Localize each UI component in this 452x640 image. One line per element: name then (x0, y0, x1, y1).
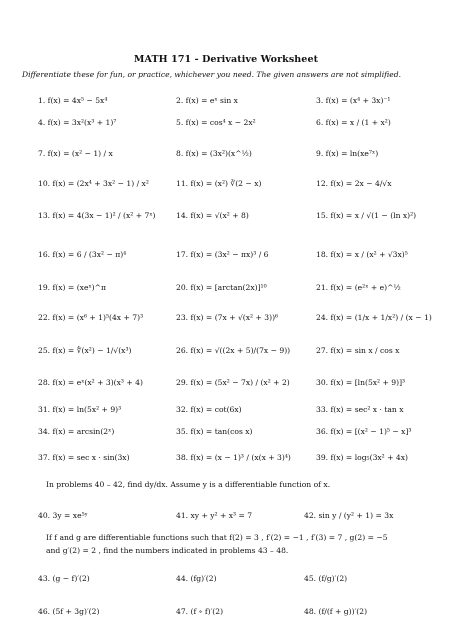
given-values-line-1: If f and g are differentiable functions such that f(2) = 3 , f′(2) = −1 , f′(3) = 7 , g(2) = −5 (46, 533, 388, 542)
problem-46: 46. (5f + 3g)′(2) (38, 607, 100, 616)
problem-29: 29. f(x) = (5x² − 7x) / (x² + 2) (176, 378, 290, 387)
problem-31: 31. f(x) = ln(5x² + 9)³ (38, 405, 122, 414)
problem-43: 43. (g − f)′(2) (38, 574, 90, 583)
problem-42: 42. sin y / (y² + 1) = 3x (304, 511, 394, 520)
problem-7: 7. f(x) = (x² − 1) / x (38, 149, 113, 158)
problem-17: 17. f(x) = (3x² − πx)³ / 6 (176, 250, 269, 259)
problem-14: 14. f(x) = √(x² + 8) (176, 211, 249, 220)
problem-16: 16. f(x) = 6 / (3x² − π)⁴ (38, 250, 127, 259)
problem-25: 25. f(x) = ∜(x²) − 1/√(x³) (38, 346, 132, 355)
problem-28: 28. f(x) = eˣ(x² + 3)(x³ + 4) (38, 378, 143, 387)
problem-22: 22. f(x) = (x⁶ + 1)⁵(4x + 7)³ (38, 313, 144, 322)
page-title: MATH 171 - Derivative Worksheet (133, 54, 319, 65)
problem-18: 18. f(x) = x / (x² + √3x)⁵ (316, 250, 408, 259)
problem-8: 8. f(x) = (3x²)(x^½) (176, 149, 252, 158)
problem-10: 10. f(x) = (2x⁴ + 3x² − 1) / x² (38, 179, 149, 188)
problem-24: 24. f(x) = (1/x + 1/x²) / (x − 1) (316, 313, 432, 322)
problem-44: 44. (fg)′(2) (176, 574, 217, 583)
problem-33: 33. f(x) = sec² x · tan x (316, 405, 404, 414)
problem-23: 23. f(x) = (7x + √(x² + 3))⁶ (176, 313, 279, 322)
problem-21: 21. f(x) = (e²ˣ + e)^½ (316, 283, 401, 292)
problem-5: 5. f(x) = cos⁴ x − 2x² (176, 118, 256, 127)
problem-15: 15. f(x) = x / √(1 − (ln x)²) (316, 211, 417, 220)
implicit-instruction: In problems 40 – 42, find dy/dx. Assume y is a differentiable function of x. (46, 480, 331, 489)
problem-6: 6. f(x) = x / (1 + x²) (316, 118, 391, 127)
problem-38: 38. f(x) = (x − 1)³ / (x(x + 3)⁴) (176, 453, 291, 462)
problem-35: 35. f(x) = tan(cos x) (176, 427, 253, 436)
problem-26: 26. f(x) = √((2x + 5)/(7x − 9)) (176, 346, 291, 355)
problem-27: 27. f(x) = sin x / cos x (316, 346, 400, 355)
problem-37: 37. f(x) = sec x · sin(3x) (38, 453, 130, 462)
given-values-line-2: and g′(2) = 2 , find the numbers indicated in problems 43 – 48. (46, 546, 289, 555)
problem-4: 4. f(x) = 3x²(x³ + 1)⁷ (38, 118, 117, 127)
problem-48: 48. (f/(f + g))′(2) (304, 607, 368, 616)
problem-19: 19. f(x) = (xeˣ)^π (38, 283, 106, 292)
problem-36: 36. f(x) = [(x² − 1)⁵ − x]³ (316, 427, 412, 436)
problem-40: 40. 3y = xe⁵ʸ (38, 511, 88, 520)
problem-41: 41. xy + y² + x³ = 7 (176, 511, 253, 520)
problem-30: 30. f(x) = [ln(5x² + 9)]³ (316, 378, 406, 387)
problem-12: 12. f(x) = 2x − 4/√x (316, 179, 392, 188)
problem-13: 13. f(x) = 4(3x − 1)² / (x² + 7ˣ) (38, 211, 156, 220)
page-subtitle: Differentiate these for fun, or practice, whichever you need. The given answers are not simplified. (22, 70, 401, 79)
problem-9: 9. f(x) = ln(xe⁷ˣ) (316, 149, 379, 158)
problem-47: 47. (f ∘ f)′(2) (176, 607, 224, 616)
problem-32: 32. f(x) = cot(6x) (176, 405, 242, 414)
problem-11: 11. f(x) = (x²) ∛(2 − x) (176, 179, 262, 188)
problem-2: 2. f(x) = eˣ sin x (176, 96, 238, 105)
problem-1: 1. f(x) = 4x⁵ − 5x⁴ (38, 96, 108, 105)
problem-3: 3. f(x) = (x⁴ + 3x)⁻¹ (316, 96, 391, 105)
problem-45: 45. (f/g)′(2) (304, 574, 348, 583)
problem-34: 34. f(x) = arcsin(2ˣ) (38, 427, 115, 436)
problem-39: 39. f(x) = log₅(3x² + 4x) (316, 453, 408, 462)
problem-20: 20. f(x) = [arctan(2x)]¹⁰ (176, 283, 267, 292)
